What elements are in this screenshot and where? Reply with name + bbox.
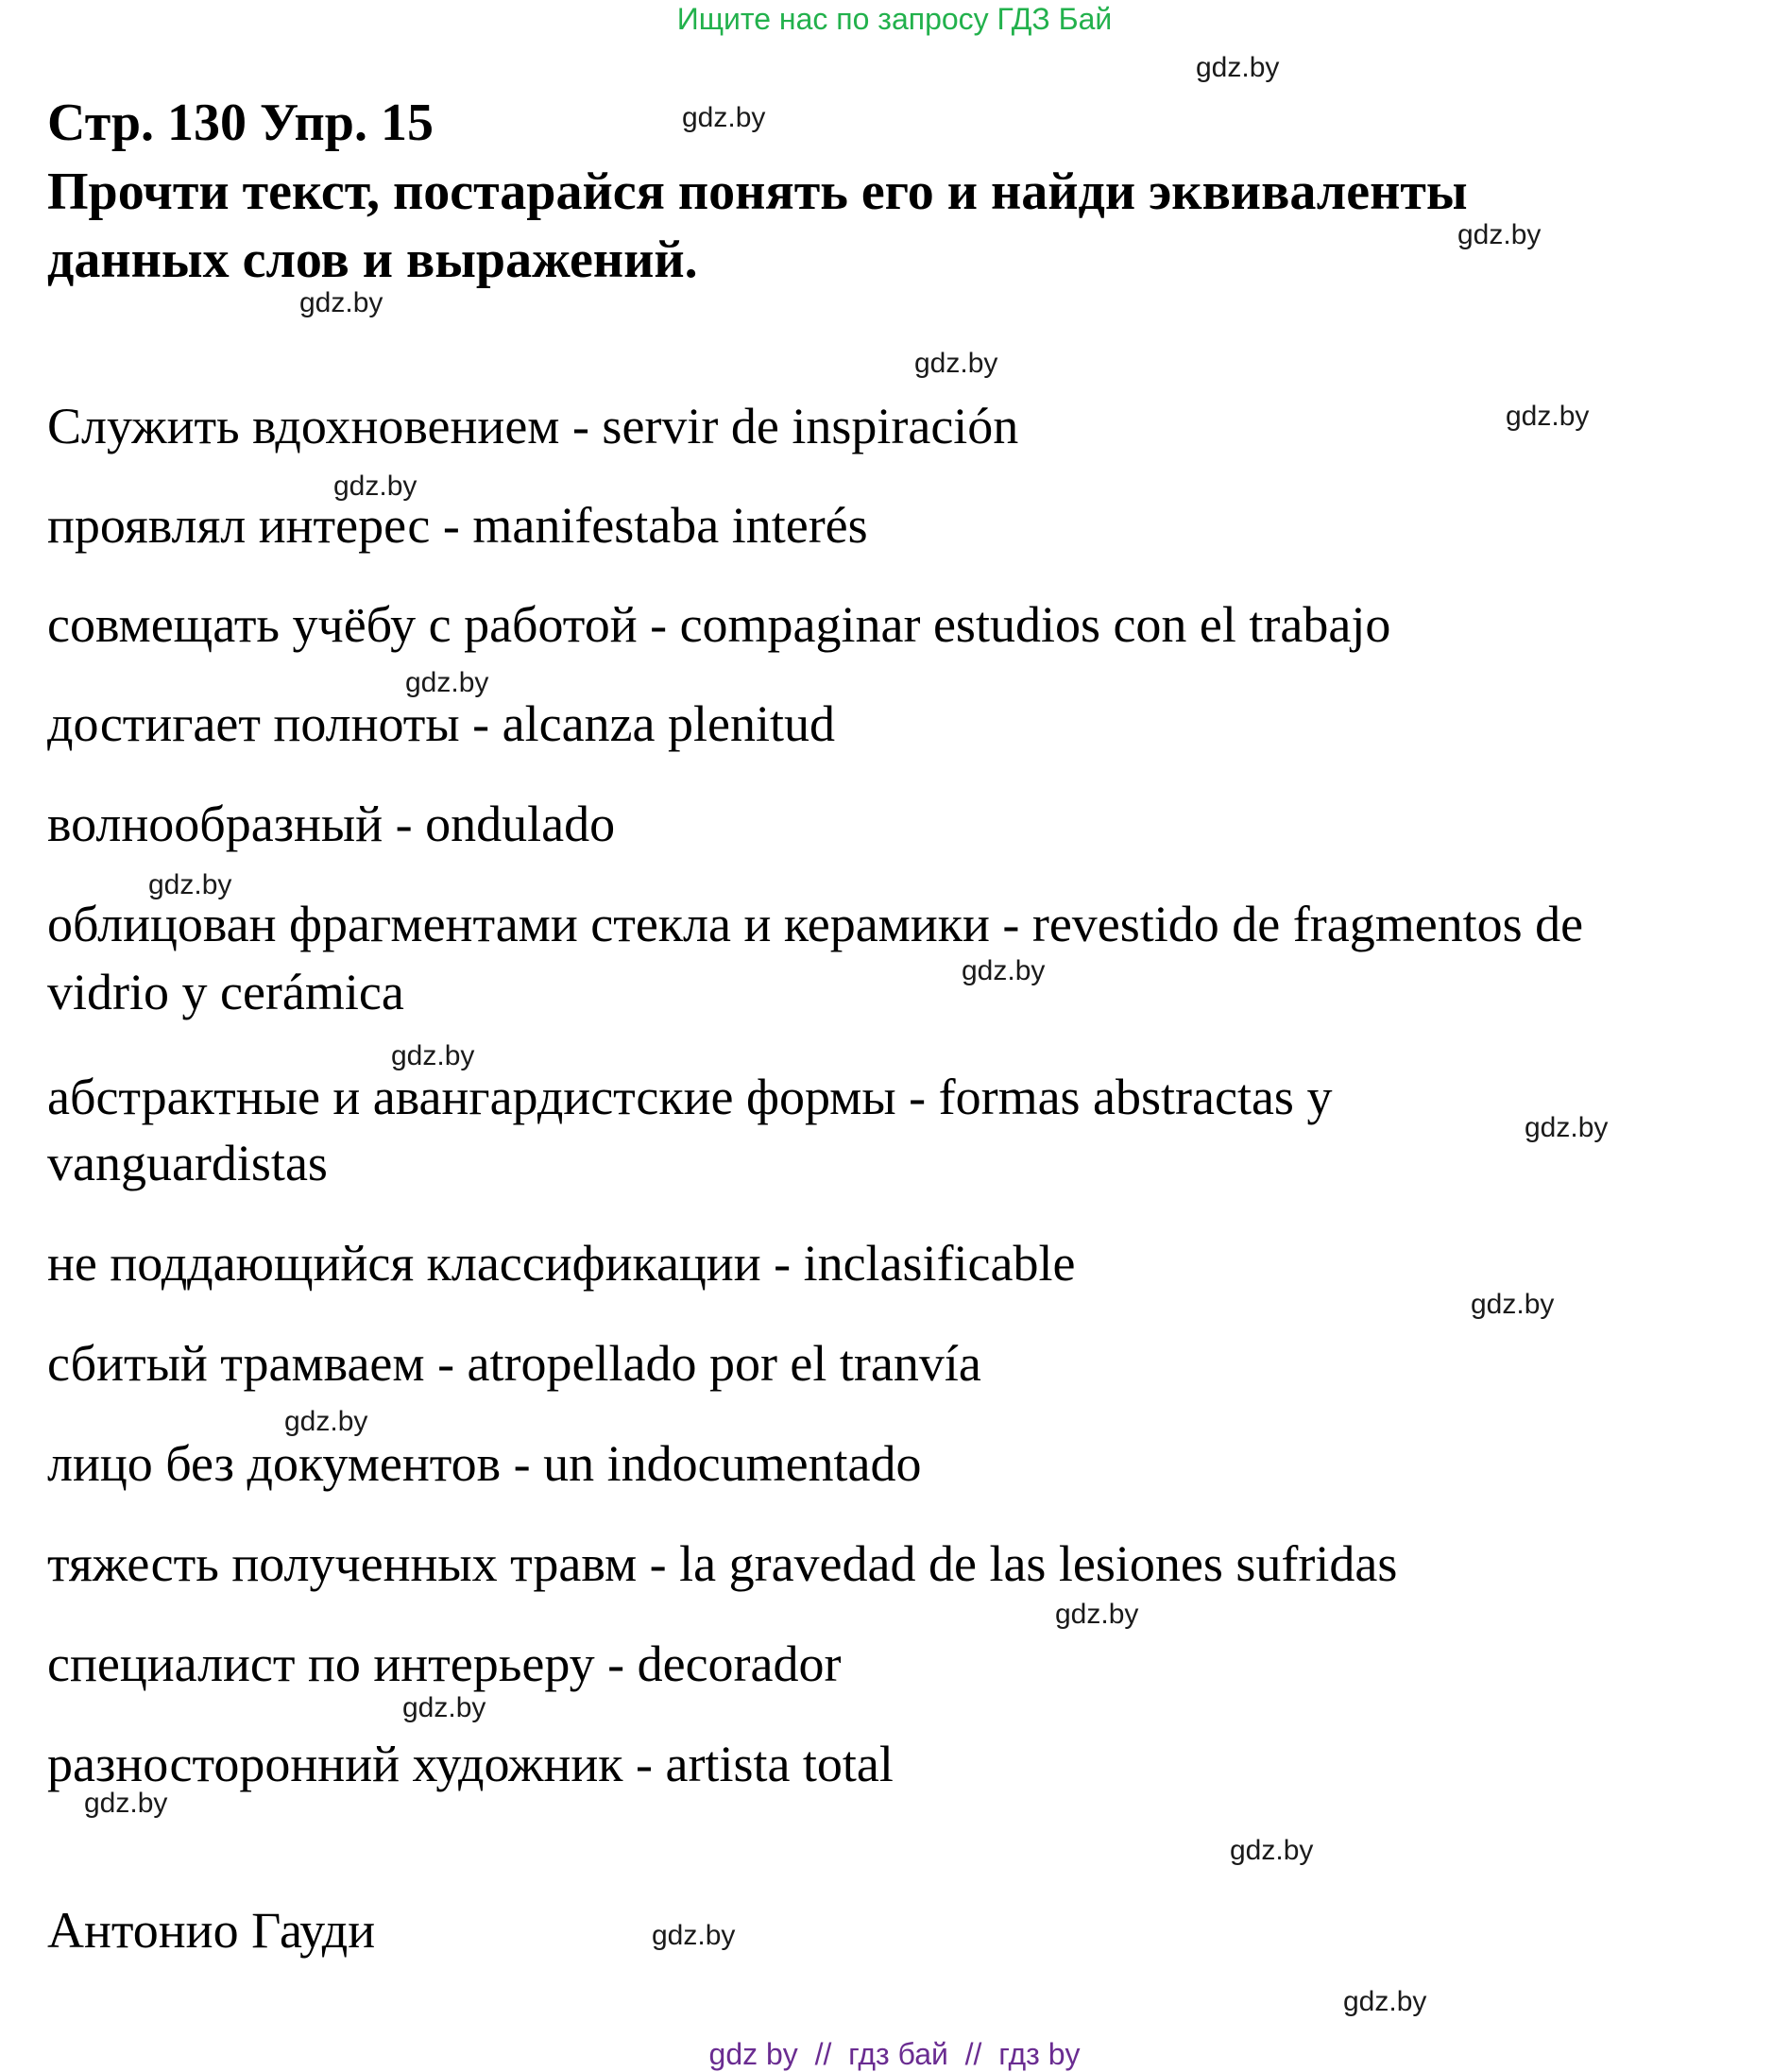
watermark: gdz.by bbox=[299, 287, 383, 318]
entry-line: совмещать учёбу с работой - compaginar estudios con el trabajo bbox=[47, 596, 1391, 653]
watermark: gdz.by bbox=[1457, 219, 1542, 250]
watermark: gdz.by bbox=[405, 667, 489, 698]
entry-line: не поддающийся классификации - inclasificable bbox=[47, 1235, 1076, 1292]
watermark: gdz.by bbox=[1196, 52, 1280, 83]
watermark: gdz.by bbox=[402, 1692, 486, 1723]
watermark: gdz.by bbox=[391, 1040, 475, 1071]
watermark: gdz.by bbox=[682, 102, 766, 133]
watermark: gdz.by bbox=[284, 1406, 368, 1437]
top-banner: Ищите нас по запросу ГДЗ Бай bbox=[676, 2, 1113, 36]
instruction-line-1: Прочти текст, постарайся понять его и найди эквиваленты bbox=[47, 163, 1468, 221]
entry-line: проявлял интерес - manifestaba interés bbox=[47, 497, 868, 554]
entry-line: тяжесть полученных травм - la gravedad de las lesiones sufridas bbox=[47, 1535, 1398, 1592]
entry-line-continued: vanguardistas bbox=[47, 1135, 328, 1191]
signature: Антонио Гауди bbox=[47, 1902, 376, 1959]
entry-line: облицован фрагментами стекла и керамики - revestido de fragmentos de bbox=[47, 896, 1584, 952]
watermark: gdz.by bbox=[652, 1920, 736, 1951]
watermark: gdz.by bbox=[1055, 1599, 1139, 1630]
entry-line: сбитый трамваем - atropellado por el tranvía bbox=[47, 1335, 981, 1392]
entry-line: Служить вдохновением - servir de inspiración bbox=[47, 398, 1019, 454]
watermark: gdz.by bbox=[914, 348, 998, 379]
entry-line: специалист по интерьеру - decorador bbox=[47, 1635, 842, 1692]
watermark: gdz.by bbox=[1471, 1289, 1555, 1320]
watermark: gdz.by bbox=[333, 471, 417, 502]
entry-line-continued: vidrio y cerámica bbox=[47, 964, 404, 1020]
watermark: gdz.by bbox=[1343, 1986, 1427, 2017]
watermark: gdz.by bbox=[148, 869, 232, 900]
entry-line: волнообразный - ondulado bbox=[47, 796, 616, 852]
entry-line: лицо без документов - un indocumentado bbox=[47, 1435, 922, 1492]
entry-line: абстрактные и авангардистские формы - formas abstractas y bbox=[47, 1069, 1333, 1125]
entry-line: разносторонний художник - artista total bbox=[47, 1736, 894, 1792]
watermark: gdz.by bbox=[962, 955, 1046, 986]
footer-links: gdz by // гдз бай // гдз by bbox=[708, 2037, 1081, 2071]
watermark: gdz.by bbox=[84, 1788, 168, 1819]
watermark: gdz.by bbox=[1525, 1112, 1609, 1143]
page-title: Стр. 130 Упр. 15 bbox=[47, 94, 434, 152]
entry-line: достигает полноты - alcanza plenitud bbox=[47, 695, 835, 752]
instruction-line-2: данных слов и выражений. bbox=[47, 231, 698, 289]
watermark: gdz.by bbox=[1230, 1835, 1314, 1866]
watermark: gdz.by bbox=[1506, 401, 1590, 432]
